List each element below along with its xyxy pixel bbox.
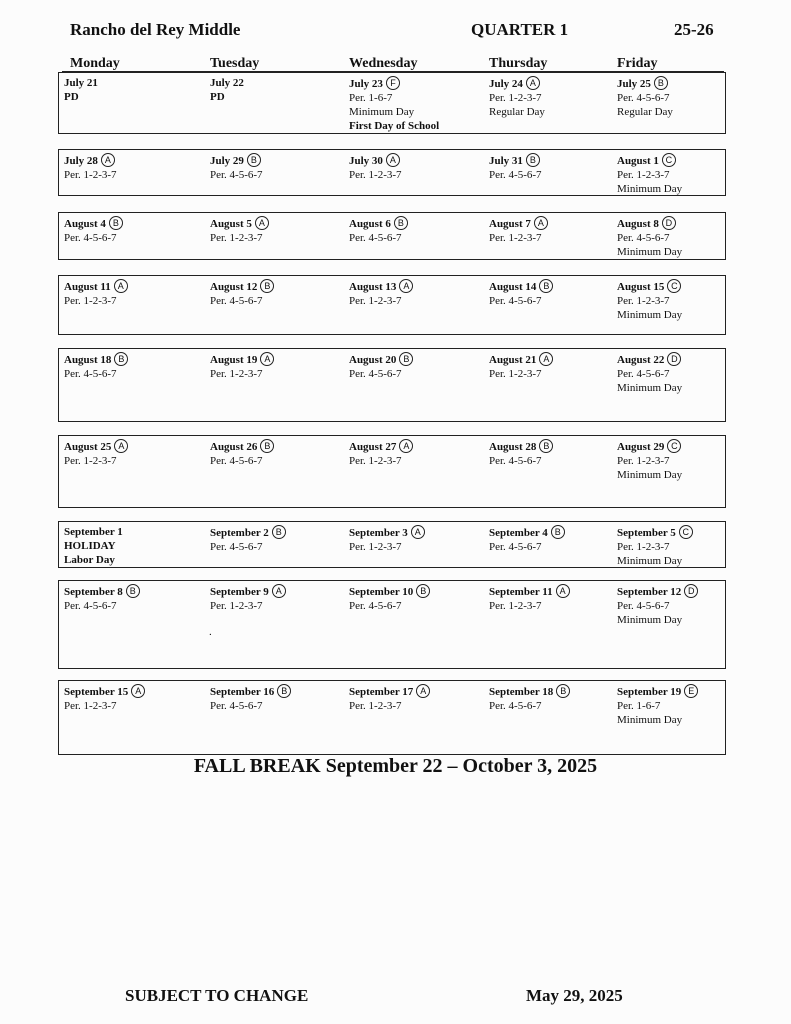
cell-date: July 24 bbox=[489, 78, 523, 90]
rotation-day-badge: A bbox=[399, 279, 413, 293]
cell-schedule: Per. 4-5-6-7 bbox=[617, 600, 670, 612]
rotation-day-badge: A bbox=[114, 439, 128, 453]
cell-date: July 23 bbox=[349, 78, 383, 90]
cell-date: August 21 bbox=[489, 354, 537, 366]
cell-date: September 2 bbox=[210, 527, 269, 539]
day-cell bbox=[210, 279, 274, 308]
cell-date: August 29 bbox=[617, 441, 665, 453]
cell-date: July 22 bbox=[210, 77, 244, 89]
rotation-day-badge: A bbox=[526, 76, 540, 90]
day-cell bbox=[349, 439, 413, 468]
cell-schedule: Per. 1-2-3-7 bbox=[617, 455, 670, 467]
rotation-day-badge: B bbox=[394, 216, 408, 230]
cell-schedule: Minimum Day bbox=[617, 469, 683, 481]
cell-date: July 28 bbox=[64, 155, 98, 167]
day-cell bbox=[64, 439, 128, 468]
cell-date: August 18 bbox=[64, 354, 112, 366]
cell-date: September 5 bbox=[617, 527, 676, 539]
week-row bbox=[58, 580, 726, 669]
day-cell bbox=[349, 352, 413, 381]
rotation-day-badge: B bbox=[260, 439, 274, 453]
day-cell bbox=[489, 76, 545, 119]
cell-schedule: Per. 4-5-6-7 bbox=[349, 600, 402, 612]
day-cell bbox=[64, 216, 123, 245]
cell-note: PD bbox=[210, 91, 225, 103]
cell-note: First Day of School bbox=[349, 120, 440, 132]
day-cell bbox=[617, 153, 682, 196]
cell-date: September 19 bbox=[617, 686, 682, 698]
cell-schedule: Minimum Day bbox=[617, 382, 683, 394]
day-cell bbox=[64, 684, 145, 713]
cell-date: September 8 bbox=[64, 586, 123, 598]
cell-schedule: Per. 1-2-3-7 bbox=[349, 295, 402, 307]
cell-date: September 18 bbox=[489, 686, 554, 698]
cell-schedule: Minimum Day bbox=[617, 714, 683, 726]
school-name: Rancho del Rey Middle bbox=[70, 20, 241, 39]
day-cell bbox=[349, 153, 402, 182]
cell-schedule: Minimum Day bbox=[349, 106, 415, 118]
cell-date: August 25 bbox=[64, 441, 112, 453]
rotation-day-badge: B bbox=[260, 279, 274, 293]
rotation-day-badge: A bbox=[416, 684, 430, 698]
cell-date: July 30 bbox=[349, 155, 383, 167]
week-row bbox=[58, 212, 726, 260]
day-cell bbox=[210, 525, 286, 554]
day-cell bbox=[349, 584, 430, 613]
cell-schedule: Per. 1-2-3-7 bbox=[210, 368, 263, 380]
week-row bbox=[58, 435, 726, 508]
cell-date: August 26 bbox=[210, 441, 258, 453]
rotation-day-badge: B bbox=[247, 153, 261, 167]
cell-date: August 6 bbox=[349, 218, 391, 230]
cell-date: September 16 bbox=[210, 686, 275, 698]
rotation-day-badge: B bbox=[654, 76, 668, 90]
stray-mark: . bbox=[209, 626, 212, 638]
week-row bbox=[58, 72, 726, 134]
day-cell bbox=[210, 352, 274, 381]
cell-schedule: Per. 1-2-3-7 bbox=[349, 455, 402, 467]
day-cell bbox=[64, 352, 128, 381]
rotation-day-badge: B bbox=[114, 352, 128, 366]
cell-date: September 4 bbox=[489, 527, 548, 539]
cell-note: PD bbox=[64, 91, 79, 103]
rotation-day-badge: A bbox=[255, 216, 269, 230]
cell-schedule: Per. 1-2-3-7 bbox=[64, 169, 117, 181]
cell-schedule: Per. 1-2-3-7 bbox=[489, 600, 542, 612]
cell-schedule: Per. 1-2-3-7 bbox=[64, 455, 117, 467]
cell-date: July 29 bbox=[210, 155, 244, 167]
cell-date: September 10 bbox=[349, 586, 414, 598]
day-cell bbox=[489, 584, 570, 613]
day-cell bbox=[617, 352, 682, 395]
rotation-day-badge: B bbox=[416, 584, 430, 598]
rotation-day-badge: D bbox=[684, 584, 698, 598]
rotation-day-badge: C bbox=[679, 525, 693, 539]
day-cell bbox=[64, 584, 140, 613]
cell-date: August 5 bbox=[210, 218, 252, 230]
day-cell bbox=[489, 153, 542, 182]
rotation-day-badge: B bbox=[556, 684, 570, 698]
rotation-day-badge: A bbox=[539, 352, 553, 366]
day-cell bbox=[210, 439, 274, 468]
cell-date: August 1 bbox=[617, 155, 659, 167]
cell-schedule: Per. 1-6-7 bbox=[617, 700, 661, 712]
day-cell bbox=[349, 279, 413, 308]
day-cell bbox=[489, 216, 548, 245]
cell-date: August 27 bbox=[349, 441, 397, 453]
rotation-day-badge: A bbox=[114, 279, 128, 293]
day-cell bbox=[617, 279, 682, 322]
day-cell bbox=[489, 525, 565, 554]
cell-schedule: Per. 1-2-3-7 bbox=[489, 368, 542, 380]
cell-schedule: Per. 1-2-3-7 bbox=[349, 169, 402, 181]
cell-date: September 17 bbox=[349, 686, 414, 698]
rotation-day-badge: A bbox=[556, 584, 570, 598]
rotation-day-badge: A bbox=[272, 584, 286, 598]
revision-date: May 29, 2025 bbox=[526, 986, 623, 1005]
cell-schedule: Minimum Day bbox=[617, 614, 683, 626]
cell-schedule: Minimum Day bbox=[617, 183, 683, 195]
cell-schedule: Per. 4-5-6-7 bbox=[349, 232, 402, 244]
cell-schedule: Per. 1-2-3-7 bbox=[64, 295, 117, 307]
cell-date: September 3 bbox=[349, 527, 408, 539]
rotation-day-badge: B bbox=[272, 525, 286, 539]
cell-note: Labor Day bbox=[64, 554, 115, 566]
cell-date: August 12 bbox=[210, 281, 258, 293]
cell-schedule: Minimum Day bbox=[617, 309, 683, 321]
day-cell bbox=[617, 216, 682, 259]
cell-schedule: Per. 1-2-3-7 bbox=[617, 295, 670, 307]
day-header-thursday: Thursday bbox=[489, 56, 548, 71]
rotation-day-badge: B bbox=[126, 584, 140, 598]
week-row bbox=[58, 149, 726, 196]
fall-break-notice: FALL BREAK September 22 – October 3, 2025 bbox=[193, 755, 598, 777]
cell-schedule: Per. 1-6-7 bbox=[349, 92, 393, 104]
day-cell bbox=[210, 76, 244, 104]
day-header-tuesday: Tuesday bbox=[210, 56, 260, 71]
day-cell bbox=[349, 525, 425, 554]
cell-schedule: Per. 4-5-6-7 bbox=[64, 368, 117, 380]
day-header-monday: Monday bbox=[70, 56, 120, 71]
cell-schedule: Per. 4-5-6-7 bbox=[349, 368, 402, 380]
cell-schedule: Per. 4-5-6-7 bbox=[489, 169, 542, 181]
day-cell bbox=[489, 279, 553, 308]
cell-date: August 7 bbox=[489, 218, 531, 230]
cell-date: September 15 bbox=[64, 686, 129, 698]
cell-date: August 22 bbox=[617, 354, 665, 366]
cell-date: August 20 bbox=[349, 354, 397, 366]
day-cell bbox=[64, 525, 123, 567]
rotation-day-badge: D bbox=[667, 352, 681, 366]
day-cell bbox=[210, 684, 291, 713]
day-cell bbox=[489, 684, 570, 713]
cell-schedule: Minimum Day bbox=[617, 555, 683, 567]
cell-date: September 11 bbox=[489, 586, 553, 598]
subject-to-change-notice: SUBJECT TO CHANGE bbox=[125, 986, 309, 1005]
rotation-day-badge: B bbox=[539, 439, 553, 453]
rotation-day-badge: A bbox=[260, 352, 274, 366]
day-cell bbox=[210, 216, 269, 245]
day-header-friday: Friday bbox=[617, 56, 658, 71]
rotation-day-badge: D bbox=[662, 216, 676, 230]
day-cell bbox=[489, 439, 553, 468]
cell-date: August 8 bbox=[617, 218, 659, 230]
cell-schedule: Per. 4-5-6-7 bbox=[210, 700, 263, 712]
cell-schedule: Per. 4-5-6-7 bbox=[64, 232, 117, 244]
cell-schedule: Per. 1-2-3-7 bbox=[617, 169, 670, 181]
rotation-day-badge: A bbox=[411, 525, 425, 539]
cell-schedule: Per. 1-2-3-7 bbox=[489, 92, 542, 104]
school-year: 25-26 bbox=[674, 20, 714, 39]
cell-schedule: Per. 4-5-6-7 bbox=[210, 455, 263, 467]
day-cell bbox=[210, 584, 286, 613]
day-cell bbox=[349, 684, 430, 713]
cell-schedule: Per. 4-5-6-7 bbox=[617, 232, 670, 244]
cell-date: July 25 bbox=[617, 78, 651, 90]
rotation-day-badge: C bbox=[662, 153, 676, 167]
rotation-day-badge: A bbox=[399, 439, 413, 453]
week-row bbox=[58, 348, 726, 422]
cell-date: August 4 bbox=[64, 218, 106, 230]
cell-schedule: Per. 1-2-3-7 bbox=[349, 541, 402, 553]
rotation-day-badge: B bbox=[399, 352, 413, 366]
cell-schedule: Per. 4-5-6-7 bbox=[210, 169, 263, 181]
day-cell bbox=[64, 76, 98, 104]
cell-date: August 28 bbox=[489, 441, 537, 453]
cell-schedule: Minimum Day bbox=[617, 246, 683, 258]
day-cell bbox=[210, 153, 263, 182]
rotation-day-badge: B bbox=[526, 153, 540, 167]
rotation-day-badge: C bbox=[667, 439, 681, 453]
rotation-day-badge: A bbox=[131, 684, 145, 698]
cell-schedule: Per. 4-5-6-7 bbox=[489, 700, 542, 712]
day-cell bbox=[349, 76, 439, 133]
cell-date: September 9 bbox=[210, 586, 269, 598]
rotation-day-badge: B bbox=[277, 684, 291, 698]
cell-schedule: Per. 4-5-6-7 bbox=[210, 541, 263, 553]
cell-schedule: Per. 1-2-3-7 bbox=[210, 232, 263, 244]
cell-date: September 12 bbox=[617, 586, 682, 598]
day-cell bbox=[617, 439, 682, 482]
day-cell bbox=[489, 352, 553, 381]
week-row bbox=[58, 680, 726, 755]
day-cell bbox=[617, 525, 693, 568]
cell-schedule: Per. 1-2-3-7 bbox=[489, 232, 542, 244]
cell-date: July 31 bbox=[489, 155, 523, 167]
cell-schedule: Regular Day bbox=[489, 106, 545, 118]
day-cell bbox=[64, 279, 128, 308]
cell-schedule: Per. 4-5-6-7 bbox=[489, 455, 542, 467]
cell-schedule: Per. 1-2-3-7 bbox=[617, 541, 670, 553]
cell-schedule: Per. 4-5-6-7 bbox=[617, 368, 670, 380]
week-row bbox=[58, 521, 726, 568]
rotation-day-badge: B bbox=[551, 525, 565, 539]
cell-date: September 1 bbox=[64, 526, 123, 538]
day-cell bbox=[617, 684, 698, 727]
cell-schedule: Per. 4-5-6-7 bbox=[489, 295, 542, 307]
cell-schedule: Per. 4-5-6-7 bbox=[210, 295, 263, 307]
cell-schedule: Per. 4-5-6-7 bbox=[64, 600, 117, 612]
rotation-day-badge: B bbox=[539, 279, 553, 293]
rotation-day-badge: B bbox=[109, 216, 123, 230]
day-cell bbox=[349, 216, 408, 245]
quarter-label: QUARTER 1 bbox=[471, 20, 569, 39]
rotation-day-badge: C bbox=[667, 279, 681, 293]
day-cell bbox=[64, 153, 117, 182]
cell-schedule: Per. 1-2-3-7 bbox=[210, 600, 263, 612]
cell-date: August 13 bbox=[349, 281, 397, 293]
cell-date: August 19 bbox=[210, 354, 258, 366]
cell-note: HOLIDAY bbox=[64, 540, 116, 552]
day-cell bbox=[617, 76, 673, 119]
rotation-day-badge: F bbox=[386, 76, 400, 90]
cell-schedule: Per. 4-5-6-7 bbox=[489, 541, 542, 553]
rotation-day-badge: A bbox=[386, 153, 400, 167]
rotation-day-badge: A bbox=[101, 153, 115, 167]
day-header-wednesday: Wednesday bbox=[349, 56, 418, 71]
cell-date: August 14 bbox=[489, 281, 537, 293]
rotation-day-badge: A bbox=[534, 216, 548, 230]
cell-date: August 11 bbox=[64, 281, 111, 293]
rotation-day-badge: E bbox=[684, 684, 698, 698]
cell-schedule: Per. 1-2-3-7 bbox=[64, 700, 117, 712]
day-cell bbox=[617, 584, 698, 627]
week-row bbox=[58, 275, 726, 335]
cell-date: July 21 bbox=[64, 77, 98, 89]
cell-date: August 15 bbox=[617, 281, 665, 293]
cell-schedule: Regular Day bbox=[617, 106, 673, 118]
cell-schedule: Per. 1-2-3-7 bbox=[349, 700, 402, 712]
cell-schedule: Per. 4-5-6-7 bbox=[617, 92, 670, 104]
